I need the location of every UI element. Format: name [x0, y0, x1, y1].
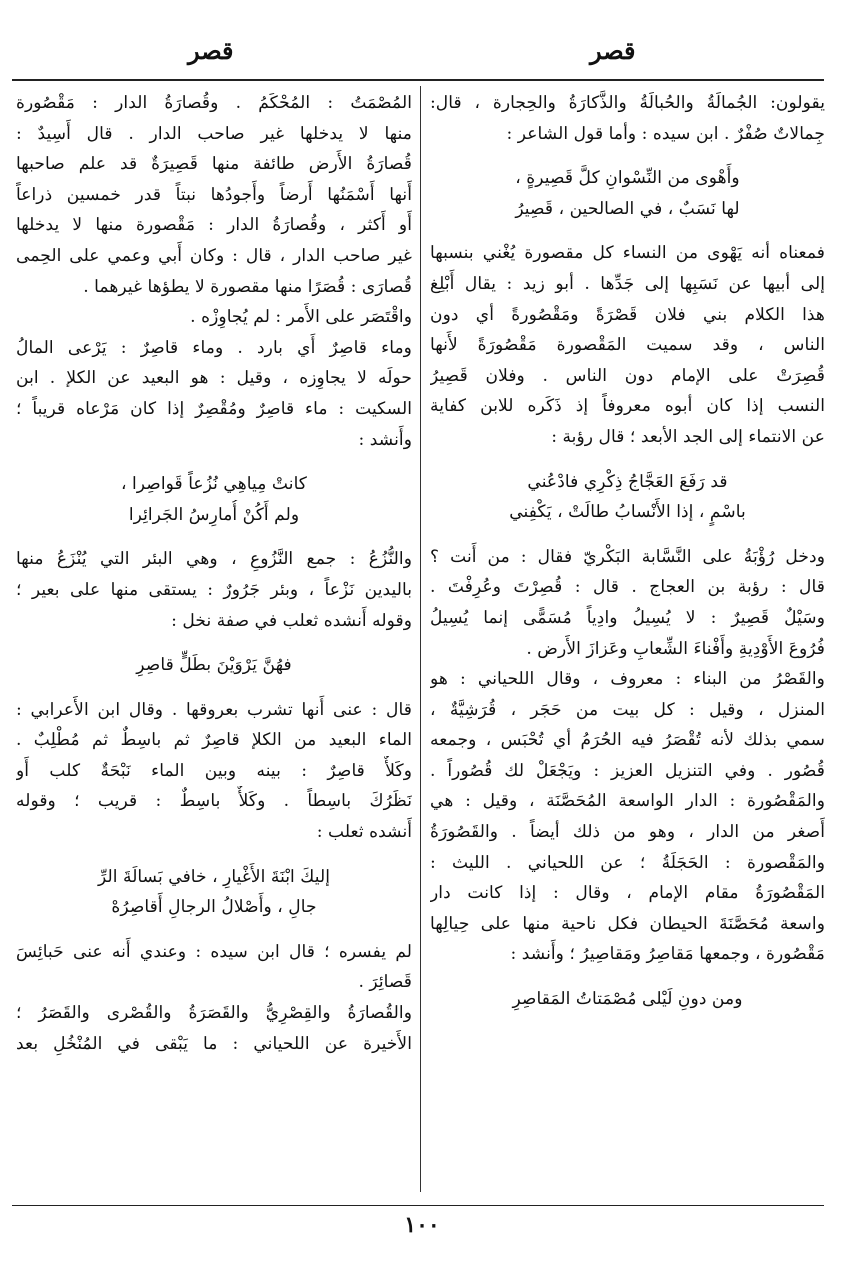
text-line: المَقْصُورَةُ مقام الإمام ، وقال : إذا كانت دار: [430, 883, 825, 904]
text-line: يقولون: الجُمالَةُ والحُبالَةُ والذَّكارَةُ والحِجارة ، قال:: [430, 93, 825, 113]
text-line: المنزل ، وقيل : كل بيت من حَجَر ، قُرَشِيَّةٌ ،: [430, 699, 825, 720]
text-line: ودخل رُؤْبَةُ على النَّسَّابة البَكْريّ فقال : من أَنت ؟: [430, 546, 825, 567]
text-line: مَقْصُورة ، وجمعها مَقاصِرُ ومَقاصِيرُ ؛ وأَنشد :: [510, 944, 825, 965]
spacer: [16, 681, 412, 695]
page-number: ١٠٠: [404, 1212, 440, 1238]
text-line: حولَه لا يجاوِزه ، وقيل : هو البعيد عن الكلإ . ابن: [16, 368, 412, 389]
text-line: أَصغر من الدار ، وهو من ذلك أيضاً . والقَصُورَةُ: [430, 822, 825, 843]
text-line: لم يفسره ؛ قال ابن سيده : وعندي أَنه عنى حَبائِسَ: [16, 941, 412, 962]
text-line: هذا الكلام بني فلان قَصْرَةً ومَقْصُورةً أي دون: [430, 304, 825, 325]
text-line: وقوله أَنشده ثعلب في صفة نخل :: [171, 610, 412, 631]
text-line: وسَيْلٌ قَصِيرٌ : لا يُسِيلُ وادِياً مُسَمًّى إنما يُسِيلُ: [430, 607, 825, 628]
footer-rule: [12, 1205, 824, 1206]
text-line: عن الانتماء إلى الجد الأبعد ؛ قال رؤبة :: [551, 426, 825, 447]
spacer: [16, 923, 412, 937]
text-line: وكَلأٌ قاصِرٌ : بينه وبين الماء نَبْحَةٌ كلب أَو: [16, 760, 412, 781]
spacer: [16, 530, 412, 544]
text-line: منها لا يدخلها غير صاحب الدار . قال أَسِيدٌ :: [16, 123, 412, 144]
text-line: الناس ، وقد سميت المَقْصورة مَقْصُورَةً لأَنها: [430, 335, 825, 356]
text-line: النسب إذا كان أبوه معروفاً إذ ذَكَره للابن كفاية: [430, 396, 825, 417]
running-head-right: قصر: [590, 36, 636, 65]
spacer: [430, 224, 825, 238]
verse-line: فهُنَّ يَرْوَيْنَ بطَلٍّ قاصِرِ: [136, 655, 292, 676]
text-line: قُصِرَتْ على الإمام دون الناس . وفلان قَصِيرُ: [430, 365, 825, 386]
text-line: أَنها أَسْمَنُها أَرضاً وأَجودُها نبتاً قدر خمسين ذراعاً: [16, 184, 412, 205]
verse-line: لها نَسَبٌ ، في الصالحين ، قَصِيرُ: [515, 198, 740, 219]
column-divider: [420, 86, 421, 1192]
text-line: قَصائِرَ .: [358, 972, 412, 993]
text-line: أَنشده ثعلب :: [316, 822, 412, 843]
text-line: فمعناه أنه يَهْوى من النساء كل مقصورة يُغْني بنسبها: [430, 243, 825, 264]
text-line: والنُّزُعُ : جمع النَّزُوعِ ، وهي البئر التي يُنْزَعُ منها: [16, 549, 412, 570]
text-line: قال : رؤبة بن العجاج . قال : قُصِرْتَ وعُرِفْتَ .: [430, 577, 825, 598]
spacer: [430, 453, 825, 467]
running-head-left: قصر: [188, 36, 234, 65]
text-line: نَظَرُكَ باسِطاً . وكَلأٌ باسِطٌ : قريب ؛ وقوله: [16, 791, 412, 812]
text-line: واقْتَصَر على الأَمر : لم يُجاوِزْه .: [190, 307, 412, 328]
text-line: والمَقْصُورة : الدار الواسعة المُحَصَّنَة ، وقيل : هي: [430, 791, 825, 812]
text-line: قُصارَى : قُصَرًا منها مقصورة لا يطؤها غيرهما .: [83, 276, 412, 297]
spacer: [430, 149, 825, 163]
text-line: والمَقْصورة : الحَجَلَةُ ؛ عن اللحياني . الليث :: [430, 852, 825, 873]
text-line: سمي بذلك لأنه تُقْصَرُ فيه الحُرَمُ أي تُحْبَس ، وجمعه: [430, 730, 825, 751]
left-column: [16, 88, 412, 1196]
text-line: قُصارَةُ الأَرض طائفة منها قَصِيرَةٌ قد علم صاحبها: [16, 154, 412, 175]
text-line: الماء البعيد من الكلإ قاصِرٌ ثم باسِطٌ ثم مُطْلِبٌ .: [16, 730, 412, 751]
verse-line: باسْمٍ ، إذا الأَنْسابُ طالَتْ ، يَكْفِني: [509, 502, 746, 523]
text-line: وأَنشد :: [358, 429, 412, 450]
spacer: [430, 970, 825, 984]
text-line: باليدين نَزْعاً ، وبئر جَرُورٌ : يستقى منها على بعير ؛: [16, 579, 412, 600]
verse-line: وأَهْوى من النِّسْوانِ كلَّ قَصِيرةٍ ،: [515, 168, 740, 189]
spacer: [430, 528, 825, 542]
text-line: غير صاحب الدار ، قال : وكان أَبي وعمي على الحِمى: [16, 245, 412, 266]
text-line: والقَصْرُ من البناء : معروف ، وقال اللحياني : هو: [430, 669, 825, 690]
verse-line: إليكَ ابْنَةَ الأَغْيارِ ، خافي بَسالَةَ الرِّ: [98, 866, 330, 887]
text-line: أَو أَكثر ، وقُصارَةُ الدار : مَقْصورة منها لا يدخلها: [16, 215, 412, 236]
header-rule: [12, 79, 824, 81]
verse-line: كانتْ مِياهِي نُزُعاً قَواصِرا ،: [121, 474, 307, 495]
verse-line: قد رَفَعَ العَجَّاجُ ذِكْرِي فادْعُني: [527, 471, 728, 492]
text-line: والقُصارَةُ والقِصْرِيُّ والقَصَرَةُ والقُصْرى والقَصَرُ ؛: [16, 1003, 412, 1024]
verse-line: ومن دونِ لَيْلى مُصْمَتاتُ المَقاصِرِ: [512, 989, 743, 1010]
text-line: الأَخيرة عن اللحياني : ما يَبْقى في المُنْخُلِ بعد: [16, 1033, 412, 1054]
text-line: وماء قاصِرٌ أَي بارد . وماء قاصِرٌ : يَرْعى المالُ: [16, 337, 412, 358]
verse-line: جالِ ، وأَصْلالُ الرجالِ أَقاصِرُهْ: [111, 897, 317, 918]
text-line: واسعة مُحَصَّنَةَ الحيطان فكل ناحية منها على حِيالِها: [430, 913, 825, 934]
text-line: المُصْمَتُ : المُحْكَمُ . وقُصارَةُ الدار : مَقْصُورة: [16, 93, 412, 113]
spacer: [16, 455, 412, 469]
text-line: إلى أبيها عن نَسَبِها إلى جَدِّها . أبو زيد : يقال أَبْلِغ: [430, 273, 825, 294]
verse-line: ولم أَكُنْ أُمارِسُ الجَرائِرا: [128, 504, 300, 525]
spacer: [16, 636, 412, 650]
text-line: قُصُور . وفي التنزيل العزيز : ويَجْعَلْ لك قُصُوراً .: [430, 760, 825, 781]
spacer: [16, 848, 412, 862]
text-line: قال : عنى أَنها تشرب بعروقها . وقال ابن الأَعرابي :: [16, 699, 412, 720]
text-line: فُرُوعَ الأَوْدِيةِ وأَفْناءَ الشِّعابِ وعَزازَ الأَرض .: [526, 638, 825, 659]
right-column: [430, 88, 825, 1196]
text-line: جِمالاتٌ صُفْرٌ . ابن سيده : وأما قول الشاعر :: [506, 123, 825, 144]
text-line: السكيت : ماء قاصِرٌ ومُقْصِرٌ إذا كان مَرْعاه قريباً ؛: [16, 398, 412, 419]
